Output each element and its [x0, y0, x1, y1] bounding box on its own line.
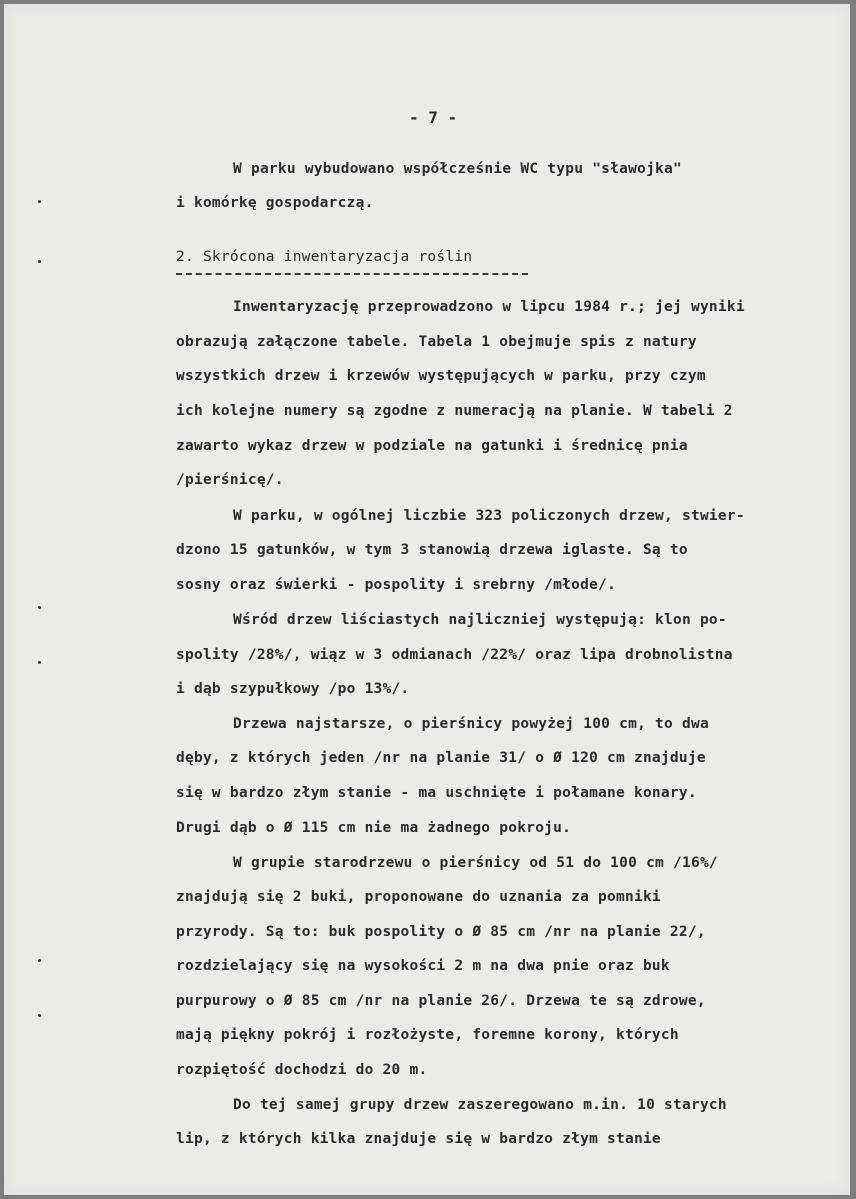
margin-speck	[38, 661, 41, 664]
paragraph-1-line-1: Inwentaryzację przeprowadzono w lipcu 1984 r.; jej wyniki	[233, 299, 745, 315]
paragraph-2-line-3: sosny oraz świerki - pospolity i srebrny /młode/.	[176, 577, 617, 593]
paragraph-1-line-5: zawarto wykaz drzew w podziale na gatunki i średnicę pnia	[176, 438, 688, 454]
margin-speck	[38, 606, 41, 609]
intro-line-1: W parku wybudowano współcześnie WC typu "sławojka"	[233, 161, 682, 177]
paragraph-4-line-2: dęby, z których jeden /nr na planie 31/ o Ø 120 cm znajduje	[176, 750, 706, 766]
paragraph-2-line-1: W parku, w ogólnej liczbie 323 policzonych drzew, stwier-	[233, 508, 745, 524]
paragraph-5-line-5: purpurowy o Ø 85 cm /nr na planie 26/. Drzewa te są zdrowe,	[176, 993, 706, 1009]
paragraph-5-line-1: W grupie starodrzewu o pierśnicy od 51 do 100 cm /16%/	[233, 855, 718, 871]
paragraph-1-line-2: obrazują załączone tabele. Tabela 1 obejmuje spis z natury	[176, 334, 697, 350]
margin-speck	[38, 959, 41, 962]
paragraph-1-line-4: ich kolejne numery są zgodne z numeracją na planie. W tabeli 2	[176, 403, 733, 419]
paragraph-3-line-3: i dąb szypułkowy /po 13%/.	[176, 681, 410, 697]
paragraph-5-line-6: mają piękny pokrój i rozłożyste, foremne korony, których	[176, 1027, 679, 1043]
paragraph-5-line-7: rozpiętość dochodzi do 20 m.	[176, 1062, 428, 1078]
document-page	[4, 4, 850, 1195]
paragraph-6-line-1: Do tej samej grupy drzew zaszeregowano m.in. 10 starych	[233, 1097, 727, 1113]
paragraph-5-line-2: znajdują się 2 buki, proponowane do uznania za pomniki	[176, 889, 661, 905]
page-number: - 7 -	[409, 108, 458, 127]
heading-underline	[176, 273, 528, 275]
paragraph-2-line-2: dzono 15 gatunków, w tym 3 stanowią drzewa iglaste. Są to	[176, 542, 688, 558]
paragraph-6-line-2: lip, z których kilka znajduje się w bardzo złym stanie	[176, 1131, 661, 1147]
margin-speck	[38, 200, 41, 203]
paragraph-3-line-1: Wśród drzew liściastych najliczniej występują: klon po-	[233, 612, 727, 628]
paragraph-5-line-4: rozdzielający się na wysokości 2 m na dwa pnie oraz buk	[176, 958, 670, 974]
section-heading: 2. Skrócona inwentaryzacja roślin	[176, 249, 473, 265]
paragraph-1-line-6: /pierśnicę/.	[176, 472, 284, 488]
intro-line-2: i komórkę gospodarczą.	[176, 195, 374, 211]
margin-speck	[38, 260, 41, 263]
paragraph-1-line-3: wszystkich drzew i krzewów występujących w parku, przy czym	[176, 368, 706, 384]
paragraph-3-line-2: spolity /28%/, wiąz w 3 odmianach /22%/ oraz lipa drobnolistna	[176, 647, 733, 663]
margin-speck	[38, 1014, 41, 1017]
paragraph-4-line-4: Drugi dąb o Ø 115 cm nie ma żadnego pokroju.	[176, 820, 572, 836]
paragraph-5-line-3: przyrody. Są to: buk pospolity o Ø 85 cm /nr na planie 22/,	[176, 924, 706, 940]
paragraph-4-line-1: Drzewa najstarsze, o pierśnicy powyżej 100 cm, to dwa	[233, 716, 709, 732]
paragraph-4-line-3: się w bardzo złym stanie - ma uschnięte i połamane konary.	[176, 785, 697, 801]
